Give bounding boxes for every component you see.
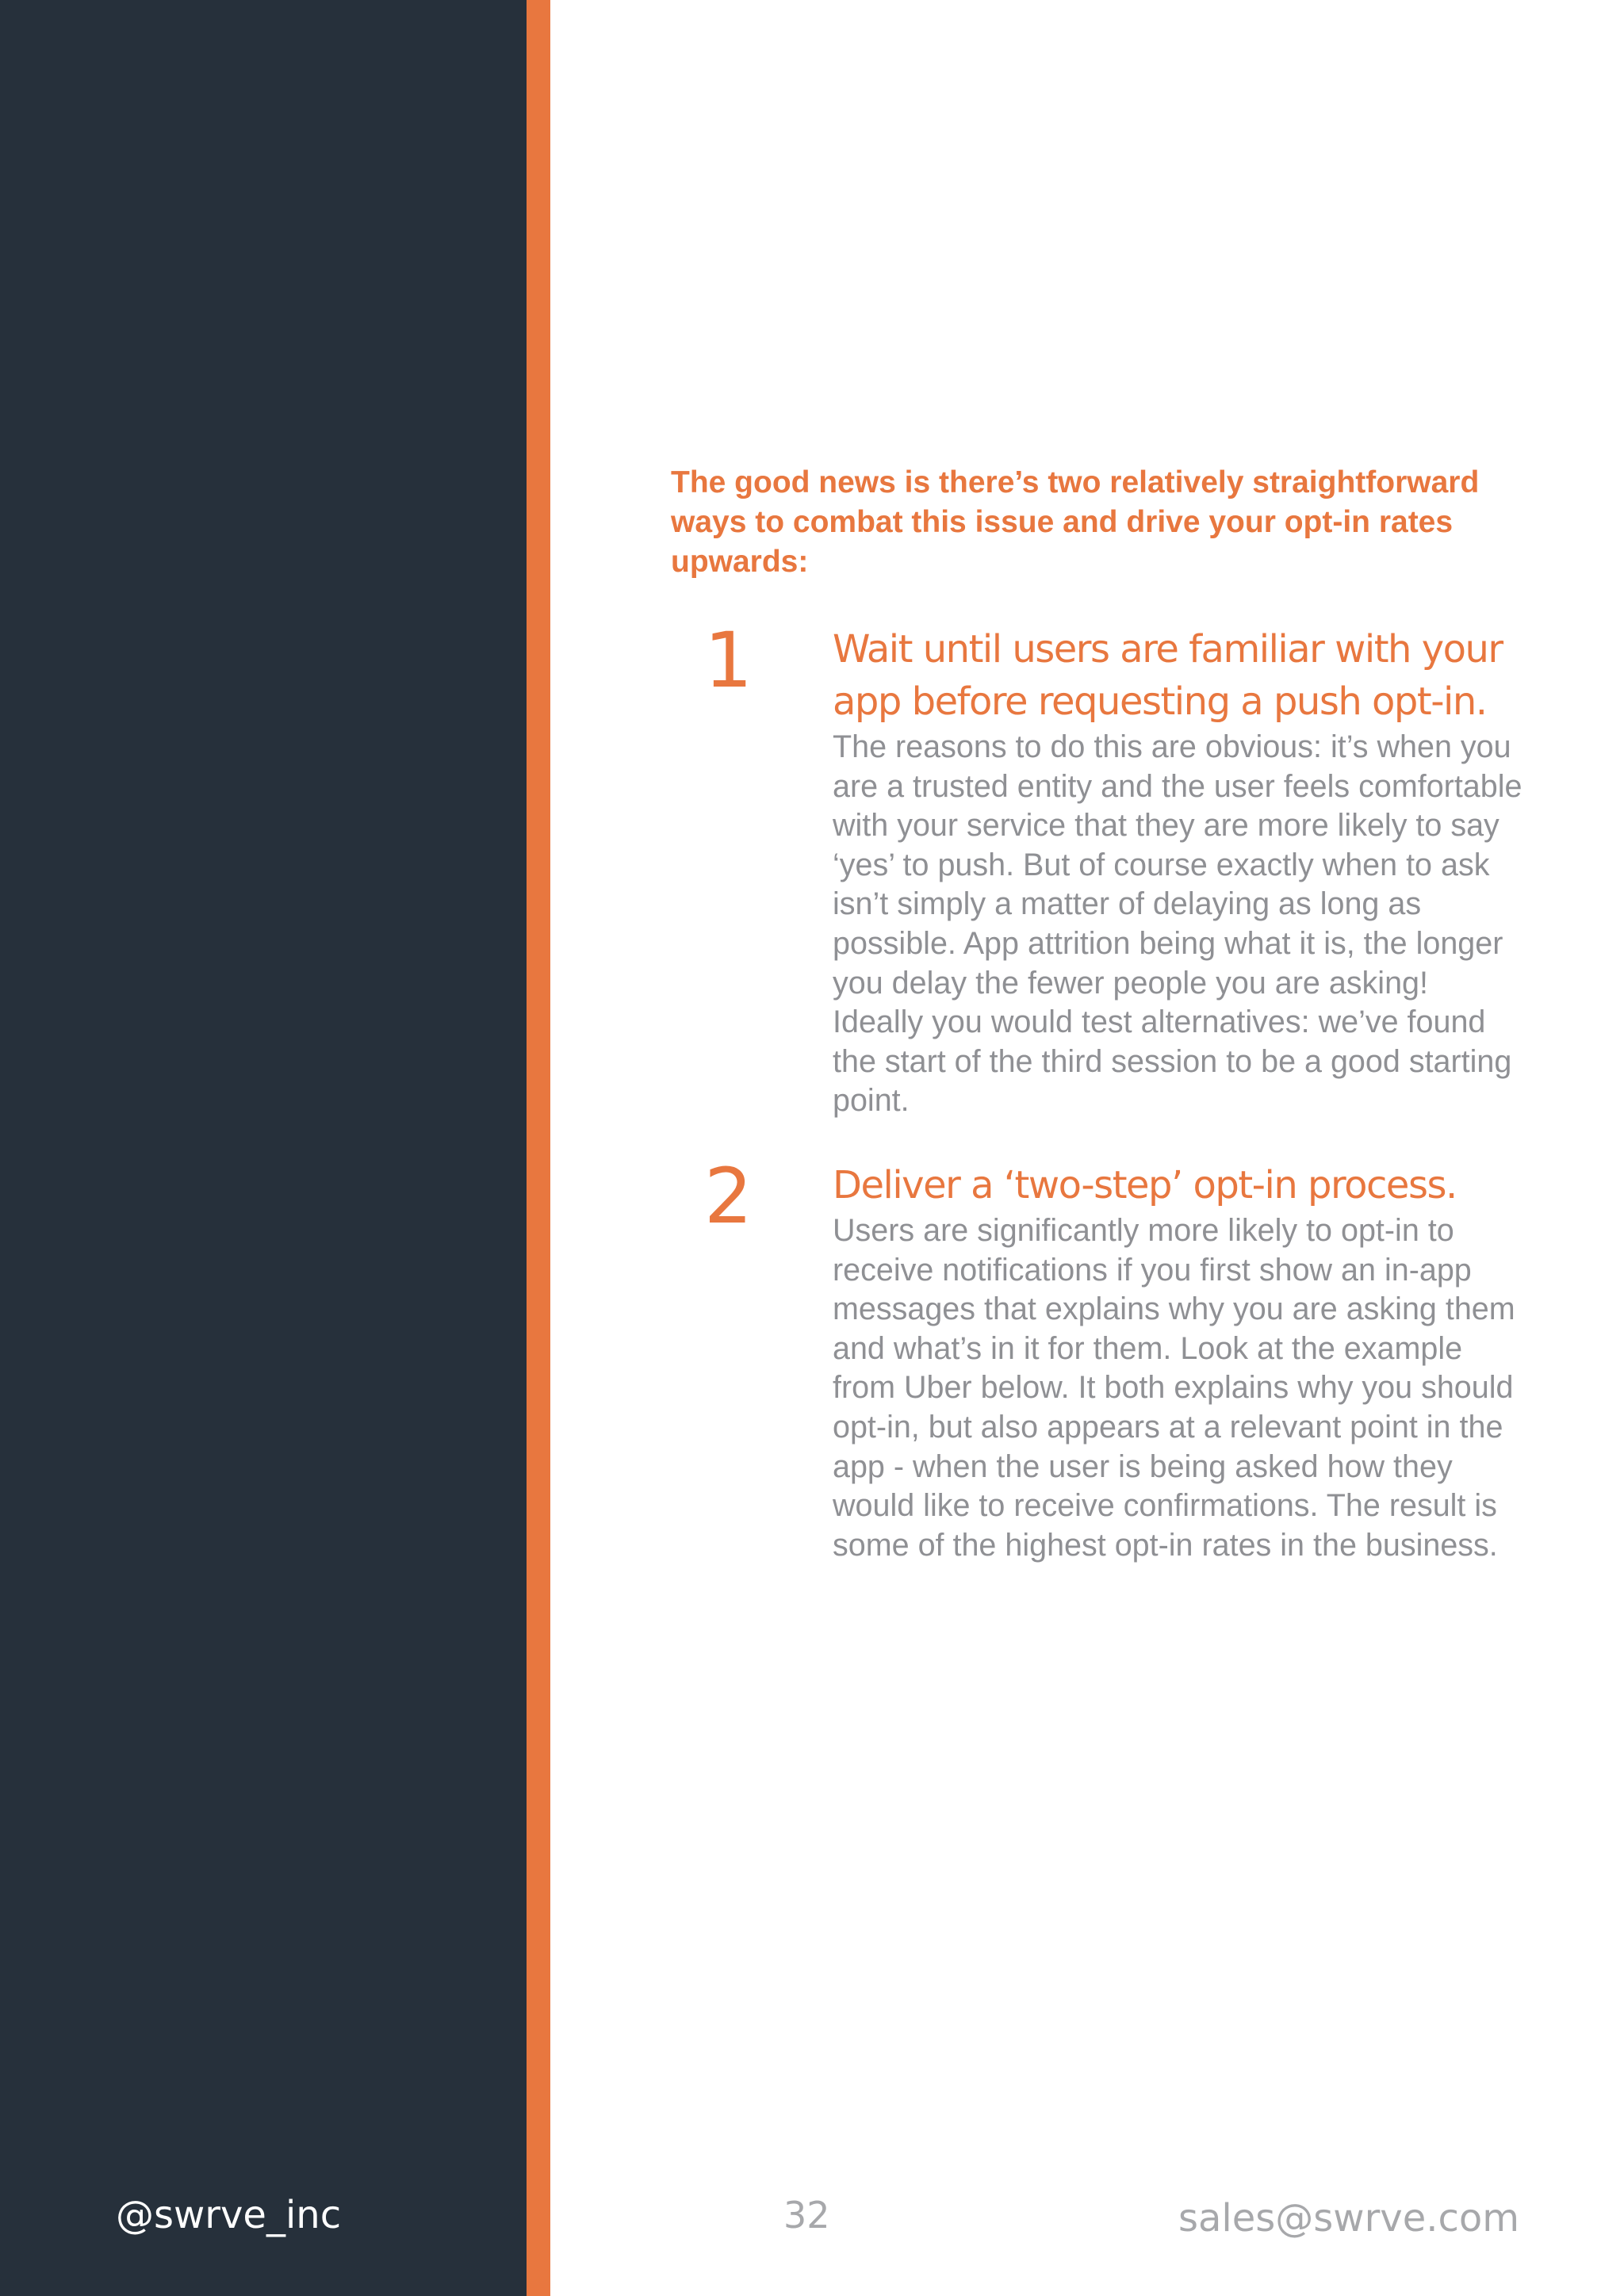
accent-bar xyxy=(527,0,550,2296)
step-1-number: 1 xyxy=(704,616,753,705)
footer-social-handle: @swrve_inc xyxy=(116,2193,342,2237)
footer-page-number: 32 xyxy=(783,2194,830,2237)
step-2-heading: Deliver a ‘two-step’ opt-in process. xyxy=(833,1163,1457,1207)
sidebar-panel xyxy=(0,0,527,2296)
intro-paragraph: The good news is there’s two relatively straightforward ways to combat this issue and drive your opt-in rates upwards: xyxy=(671,465,1480,579)
step-1-heading: Wait until users are familiar with your app before requesting a push opt-in. xyxy=(833,627,1503,724)
step-2-content xyxy=(833,1159,1522,1565)
step-1-content xyxy=(833,623,1522,1121)
step-2-text: Users are significantly more likely to opt-in to receive notifications if you first show an in-app messages that explains why you are asking them and what’s in it for them. Look at the example from Uber below. It both explains why you should opt-in, but also appears at a relevant point in the app - when the user is being asked how they would like to receive confirmations. The result is some of the highest opt-in rates in the business. xyxy=(833,1213,1515,1563)
step-1-text: The reasons to do this are obvious: it’s when you are a trusted entity and the user feels comfortable with your service that they are more likely to say ‘yes’ to push. But of course exactly when to ask isn’t simply a matter of delaying as long as possible. App attrition being what it is, the longer you delay the fewer people you are asking! Ideally you would test alternatives: we’ve found the start of the third session to be a good starting point. xyxy=(833,729,1522,1119)
footer-email-link[interactable]: sales@swrve.com xyxy=(1178,2196,1520,2241)
step-2-number: 2 xyxy=(704,1152,753,1241)
